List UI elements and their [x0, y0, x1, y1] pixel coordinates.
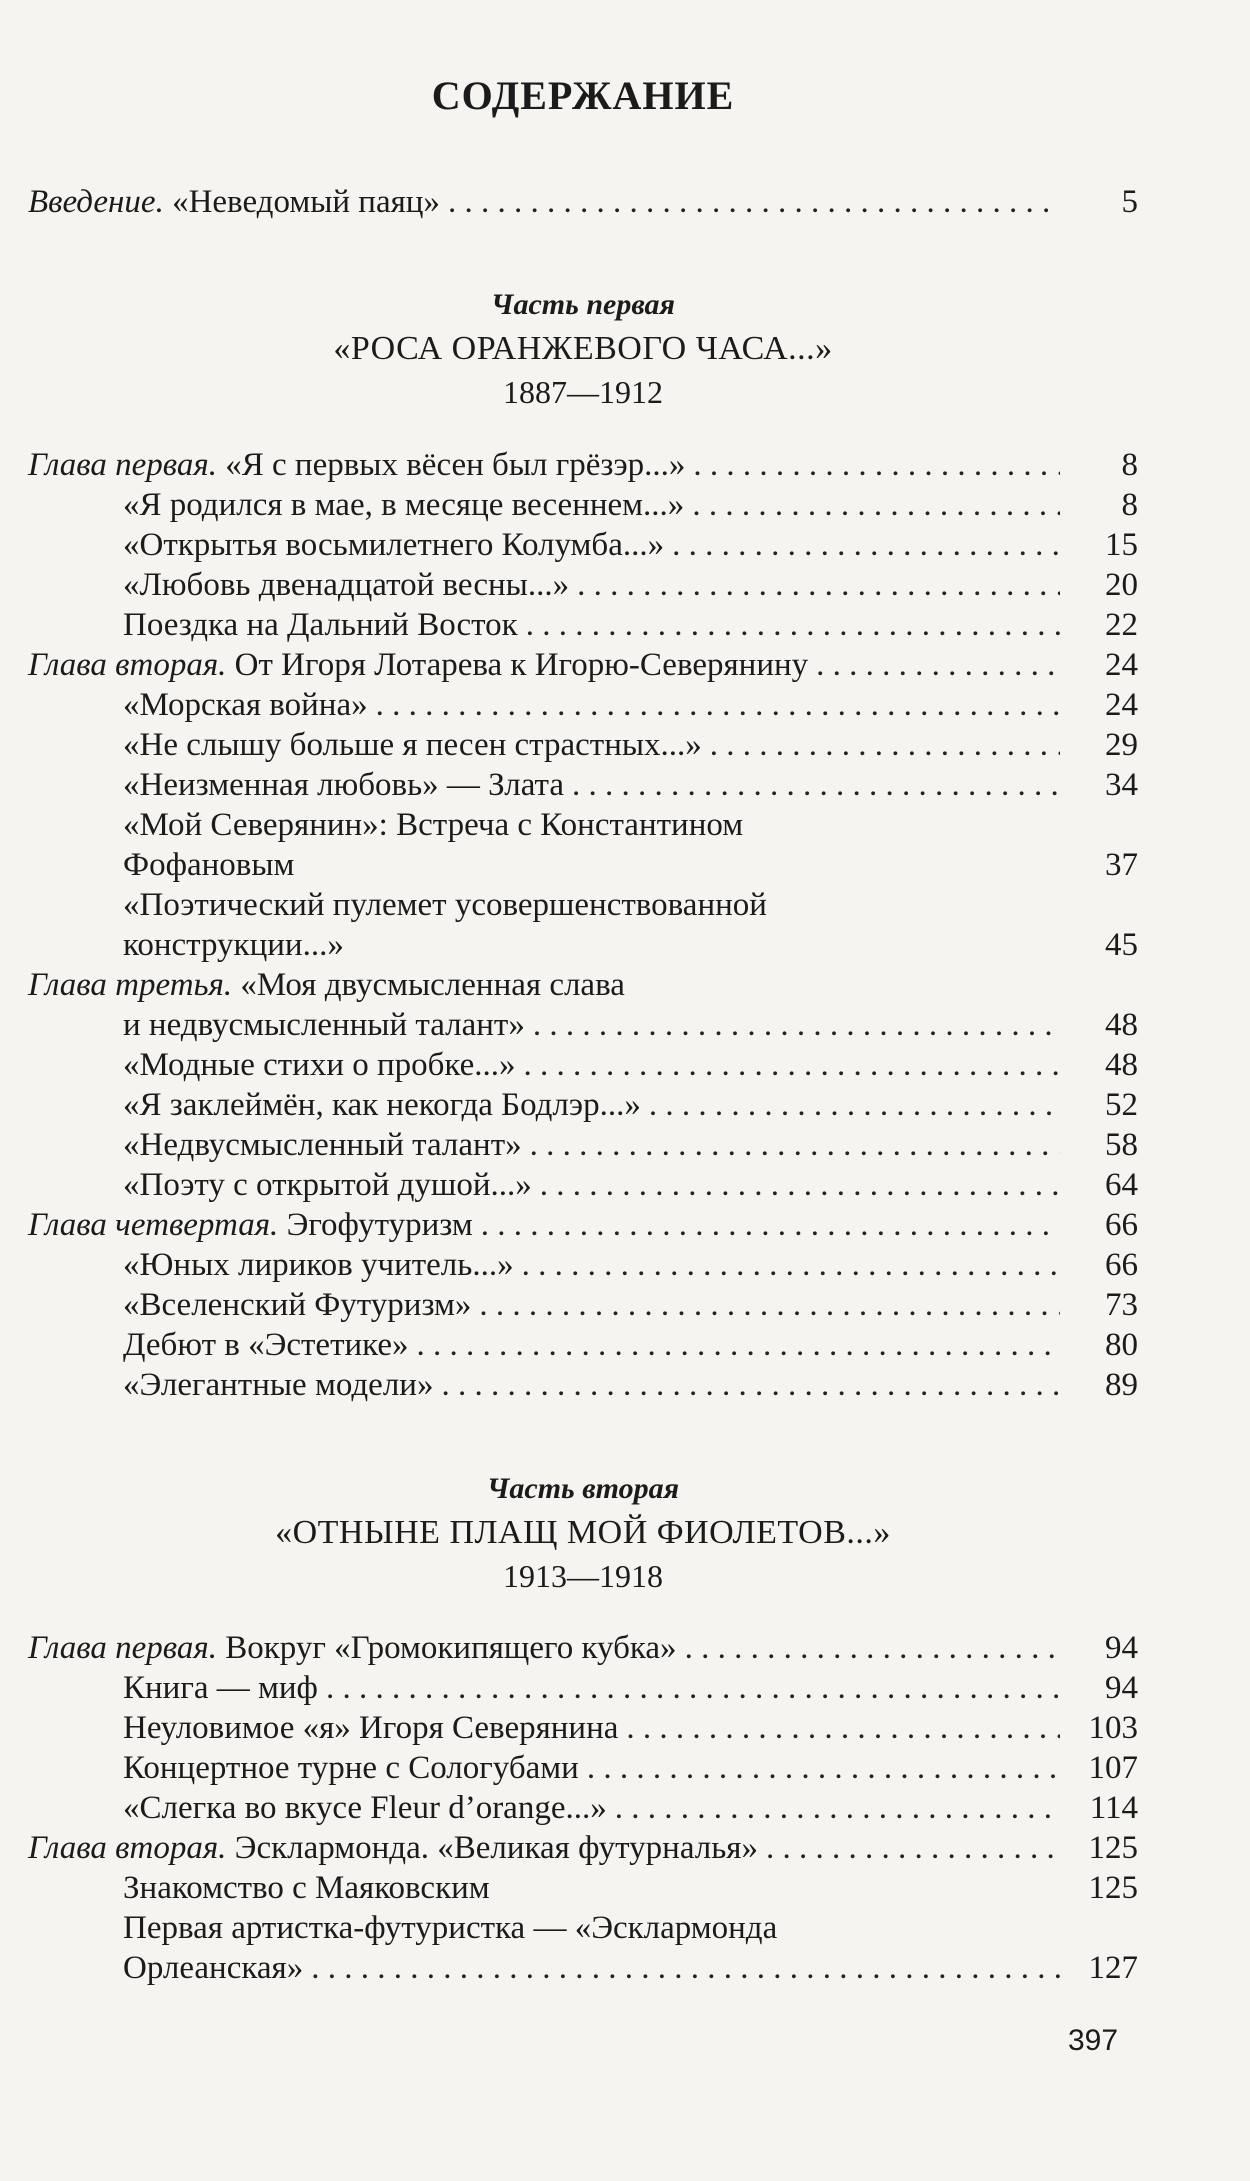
entry-text: Эгофутуризм [278, 1207, 473, 1243]
toc-entry-section[interactable] [123, 1748, 1138, 1788]
page-number: 8 [1121, 447, 1138, 483]
entry-text: «Модные стихи о пробке...» [123, 1047, 516, 1083]
toc-entry-chapter[interactable] [28, 445, 1138, 485]
toc-entry-section[interactable] [123, 1708, 1138, 1748]
toc-entry-section[interactable] [123, 1365, 1138, 1405]
part-label: Часть вторая [486, 1472, 680, 1505]
page-number: 127 [1088, 1950, 1138, 1986]
toc-entry-section[interactable] [123, 1868, 1138, 1908]
page-number: 107 [1088, 1750, 1138, 1786]
page-number: 20 [1105, 567, 1138, 603]
part-years: 1913—1918 [503, 1558, 663, 1594]
page-number: 66 [1105, 1207, 1138, 1243]
leader-dots [524, 1045, 1060, 1085]
toc-entry-section[interactable] [123, 1788, 1138, 1828]
entry-text: «Открытья восьмилетнего Колумба...» [123, 527, 665, 563]
part-title: «ОТНЫНЕ ПЛАЩ МОЙ ФИОЛЕТОВ...» [275, 1514, 891, 1551]
entry-text: «Морская война» [123, 687, 368, 723]
page-number: 29 [1105, 727, 1138, 763]
toc-entry-section[interactable] [123, 1165, 1138, 1205]
page-number: 34 [1105, 767, 1138, 803]
entry-text: Неуловимое «я» Игоря Северянина [123, 1710, 619, 1746]
entry-text: Фофановым [123, 847, 295, 883]
page-number: 73 [1105, 1287, 1138, 1323]
toc-entry-section[interactable] [123, 525, 1138, 565]
leader-dots [376, 685, 1060, 725]
entry-text: Дебют в «Эстетике» [123, 1327, 409, 1363]
page-number: 37 [1105, 847, 1138, 883]
leader-dots [766, 1828, 1060, 1868]
entry-label: Глава первая. [28, 447, 217, 483]
toc-entry-section[interactable] [123, 485, 1138, 525]
entry-text: «Любовь двенадцатой весны...» [123, 567, 570, 603]
entry-label: Глава первая. [28, 1630, 217, 1666]
leader-dots [526, 605, 1060, 645]
leader-dots [479, 1285, 1060, 1325]
entry-text: Книга — миф [123, 1670, 318, 1706]
toc-entry-section[interactable] [123, 1325, 1138, 1365]
page-folio: 397 [1068, 2024, 1119, 2057]
toc-entry-section[interactable] [123, 1285, 1138, 1325]
leader-dots [693, 445, 1060, 485]
page-number: 58 [1105, 1127, 1138, 1163]
entry-text-line[interactable]: «Мой Северянин»: Встреча с Константином [123, 807, 744, 843]
entry-text: «Вселенский Футуризм» [123, 1287, 472, 1323]
entry-text: «Не слышу больше я песен страстных...» [123, 727, 702, 763]
leader-dots [481, 1205, 1060, 1245]
entry-text-line[interactable]: Первая артистка-футуристка — «Эсклармонда [123, 1910, 778, 1946]
page-number: 114 [1089, 1790, 1138, 1826]
toc-entry-section[interactable] [123, 845, 1138, 885]
part-label: Часть первая [491, 288, 675, 321]
toc-entry-section[interactable] [123, 685, 1138, 725]
page-number: 80 [1105, 1327, 1138, 1363]
page-number: 64 [1105, 1167, 1138, 1203]
toc-entry-chapter[interactable] [28, 645, 1138, 685]
page-number: 94 [1105, 1670, 1138, 1706]
leader-dots [649, 1085, 1060, 1125]
entry-text: От Игоря Лотарева к Игорю-Северянину [226, 647, 809, 683]
toc-entry-section[interactable] [123, 1245, 1138, 1285]
toc-entry-chapter[interactable] [123, 1005, 1138, 1045]
toc-entry-section[interactable] [123, 605, 1138, 645]
leader-dots [530, 1125, 1060, 1165]
page-number: 103 [1088, 1710, 1138, 1746]
entry-label: Глава вторая. [28, 1830, 227, 1866]
page-number: 48 [1105, 1007, 1138, 1043]
page-number: 15 [1105, 527, 1138, 563]
entry-text: «Элегантные модели» [123, 1367, 434, 1403]
entry-text: «Я заклеймён, как некогда Бодлэр...» [123, 1087, 641, 1123]
part-years: 1887—1912 [503, 374, 663, 410]
entry-label: Глава четвертая. [28, 1207, 279, 1243]
page-number: 48 [1105, 1047, 1138, 1083]
entry-text: «Я с первых вёсен был грёзэр...» [217, 447, 686, 483]
toc-entry-section[interactable] [123, 925, 1138, 965]
entry-text: «Слегка во вкусе Fleur d’orange...» [123, 1790, 607, 1826]
entry-label: Глава вторая. [28, 647, 227, 683]
entry-text: «Юных лириков учитель...» [123, 1247, 514, 1283]
toc-entry-section[interactable] [123, 565, 1138, 605]
toc-entry-chapter-line[interactable] [28, 965, 625, 1005]
toc-entry-section[interactable] [123, 765, 1138, 805]
page-number: 45 [1105, 927, 1138, 963]
leader-dots [540, 1165, 1060, 1205]
toc-entry-section[interactable] [123, 1085, 1138, 1125]
entry-text: «Я родился в мае, в месяце весеннем...» [123, 487, 685, 523]
entry-text: конструкции...» [123, 927, 344, 963]
leader-dots [710, 725, 1060, 765]
toc-entry-section[interactable] [123, 1948, 1138, 1988]
page-number: 89 [1105, 1367, 1138, 1403]
entry-text: Орлеанская» [123, 1950, 304, 1986]
leader-dots [672, 525, 1060, 565]
leader-dots [326, 1668, 1060, 1708]
leader-dots [685, 1628, 1060, 1668]
toc-entry-section[interactable] [123, 1125, 1138, 1165]
page-number: 8 [1121, 487, 1138, 523]
entry-text: и недвусмысленный талант» [123, 1007, 525, 1043]
toc-entry-section[interactable] [123, 725, 1138, 765]
leader-dots [587, 1748, 1060, 1788]
leader-dots [448, 182, 1060, 222]
entry-label: Введение. [28, 184, 164, 220]
leader-dots [441, 1365, 1060, 1405]
entry-text-line[interactable]: «Поэтический пулемет усовершенствованной [123, 887, 767, 923]
toc-entry-section[interactable] [123, 1668, 1138, 1708]
leader-dots [626, 1708, 1060, 1748]
entry-text: «Неизменная любовь» — Злата [123, 767, 565, 803]
leader-dots [311, 1948, 1060, 1988]
part-title: «РОСА ОРАНЖЕВОГО ЧАСА...» [333, 330, 833, 367]
page-number: 22 [1105, 607, 1138, 643]
entry-text: «Неведомый паяц» [163, 184, 440, 220]
entry-label: Глава третья. [28, 967, 233, 1003]
toc-entry-chapter[interactable] [28, 1828, 1138, 1868]
leader-dots [417, 1325, 1060, 1365]
toc-entry-chapter[interactable] [28, 1205, 1138, 1245]
entry-text: Эсклармонда. «Великая футурналья» [226, 1830, 758, 1866]
entry-text: Концертное турне с Сологубами [123, 1750, 579, 1786]
page-number: 24 [1105, 647, 1138, 683]
leader-dots [522, 1245, 1060, 1285]
leader-dots [577, 565, 1060, 605]
page-number: 125 [1088, 1830, 1138, 1866]
page-number: 5 [1121, 184, 1138, 220]
toc-entry-chapter[interactable] [28, 1628, 1138, 1668]
toc-entry-intro[interactable] [28, 182, 1138, 222]
entry-text: Знакомство с Маяковским [123, 1870, 490, 1906]
entry-text: «Недвусмысленный талант» [123, 1127, 522, 1163]
leader-dots [533, 1005, 1060, 1045]
page-number: 52 [1105, 1087, 1138, 1123]
page-number: 66 [1105, 1247, 1138, 1283]
entry-text: «Моя двусмысленная слава [232, 967, 625, 1003]
leader-dots [816, 645, 1060, 685]
page-title: СОДЕРЖАНИЕ [431, 73, 735, 118]
leader-dots [692, 485, 1060, 525]
toc-entry-section[interactable] [123, 1045, 1138, 1085]
page-number: 125 [1088, 1870, 1138, 1906]
page-number: 24 [1105, 687, 1138, 723]
leader-dots [572, 765, 1060, 805]
entry-text: Поездка на Дальний Восток [123, 607, 518, 643]
entry-text: «Поэту с открытой душой...» [123, 1167, 532, 1203]
leader-dots [615, 1788, 1060, 1828]
page-number: 94 [1105, 1630, 1138, 1666]
entry-text: Вокруг «Громокипящего кубка» [217, 1630, 677, 1666]
